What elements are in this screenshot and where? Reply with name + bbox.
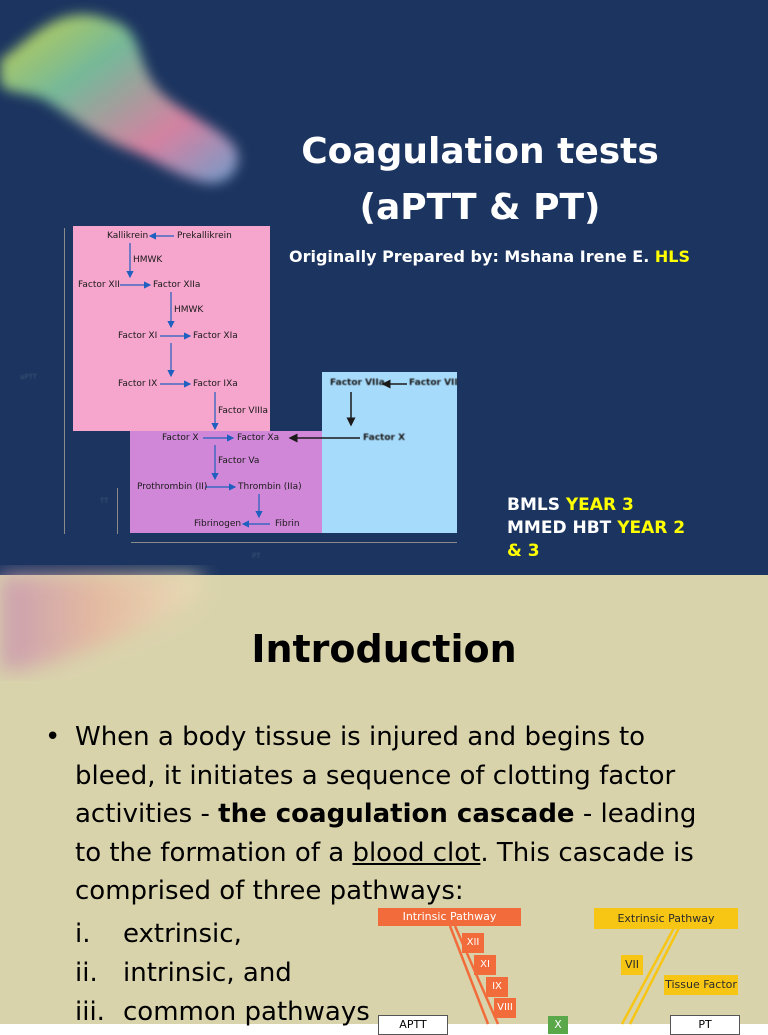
- author-text: Originally Prepared by: Mshana Irene E.: [289, 247, 655, 266]
- slide-title-line2: (aPTT & PT): [359, 187, 601, 228]
- factor-vii-box: VII: [621, 955, 643, 975]
- pt-label: PT: [252, 552, 261, 560]
- factor-xii: Factor XII: [78, 280, 120, 290]
- aptt-box: APTT: [378, 1015, 448, 1035]
- factor-xi: Factor XI: [118, 331, 158, 341]
- hmwk-2: HMWK: [174, 305, 204, 315]
- pt-box: PT: [670, 1015, 740, 1035]
- factor-xa: Factor Xa: [237, 433, 280, 443]
- intrinsic-pathway-label: Intrinsic Pathway: [378, 908, 521, 926]
- audience-bmls: BMLS: [507, 495, 566, 515]
- list-number: iii.: [75, 997, 105, 1027]
- intro-text-3: . This cascade is comprised of three pathways:: [75, 837, 694, 906]
- thrombin: Thrombin (IIa): [238, 482, 302, 492]
- kallikrein: Kallikrein: [107, 231, 149, 241]
- list-text: extrinsic,: [123, 919, 242, 949]
- factor-xia: Factor XIa: [193, 331, 238, 341]
- bullet-icon: •: [45, 722, 61, 752]
- factor-vii: Factor VII: [409, 378, 458, 388]
- audience-bmls-year: YEAR 3: [565, 495, 634, 515]
- tissue-factor-box: Tissue Factor: [664, 975, 738, 995]
- audience-mmed-year: YEAR 2: [617, 518, 686, 538]
- list-number: i.: [75, 919, 91, 949]
- audience-mmed-year-cont: & 3: [507, 541, 540, 561]
- factor-xiia: Factor XIIa: [153, 280, 201, 290]
- factor-va: Factor Va: [218, 456, 260, 466]
- author-dept: HLS: [654, 247, 690, 266]
- intro-text-bold: the coagulation cascade: [218, 799, 575, 829]
- tt-label: TT: [100, 497, 109, 505]
- intro-text-1: When a body tissue is injured and begins to bleed, it initiates a sequence of clotting factor activities -: [75, 722, 676, 829]
- aptt-label: aPTT: [20, 373, 37, 381]
- list-text: common pathways: [123, 997, 370, 1027]
- slide-title-line1: Coagulation tests: [301, 131, 659, 172]
- introduction-slide: [0, 575, 768, 1031]
- factor-viia: Factor VIIa: [330, 378, 385, 388]
- extrinsic-pathway-label: Extrinsic Pathway: [594, 908, 738, 929]
- prothrombin: Prothrombin (II): [137, 482, 208, 492]
- factor-ix-box: IX: [486, 977, 508, 997]
- factor-x-box: X: [548, 1016, 568, 1034]
- prekallikrein: Prekallikrein: [177, 231, 232, 241]
- factor-viiia: Factor VIIIa: [218, 406, 269, 416]
- blood-clot-term: blood clot: [352, 837, 481, 868]
- factor-x-extrinsic: Factor X: [363, 433, 406, 443]
- factor-ix: Factor IX: [118, 379, 158, 389]
- list-number: ii.: [75, 958, 98, 988]
- fibrinogen: Fibrinogen: [194, 519, 242, 529]
- factor-ixa: Factor IXa: [193, 379, 238, 389]
- pathway-lines: [0, 575, 768, 1024]
- intro-text-2: - leading to the formation of a: [75, 799, 697, 868]
- audience-mmed: MMED HBT: [507, 518, 618, 538]
- hmwk-1: HMWK: [133, 255, 163, 265]
- factor-xi-box: XI: [474, 955, 496, 975]
- factor-x: Factor X: [162, 433, 199, 443]
- slide-title: Introduction: [251, 627, 517, 671]
- fibrin: Fibrin: [275, 519, 300, 529]
- list-text: intrinsic, and: [123, 958, 292, 988]
- factor-viii-box: VIII: [494, 998, 516, 1018]
- factor-xii-box: XII: [462, 933, 484, 953]
